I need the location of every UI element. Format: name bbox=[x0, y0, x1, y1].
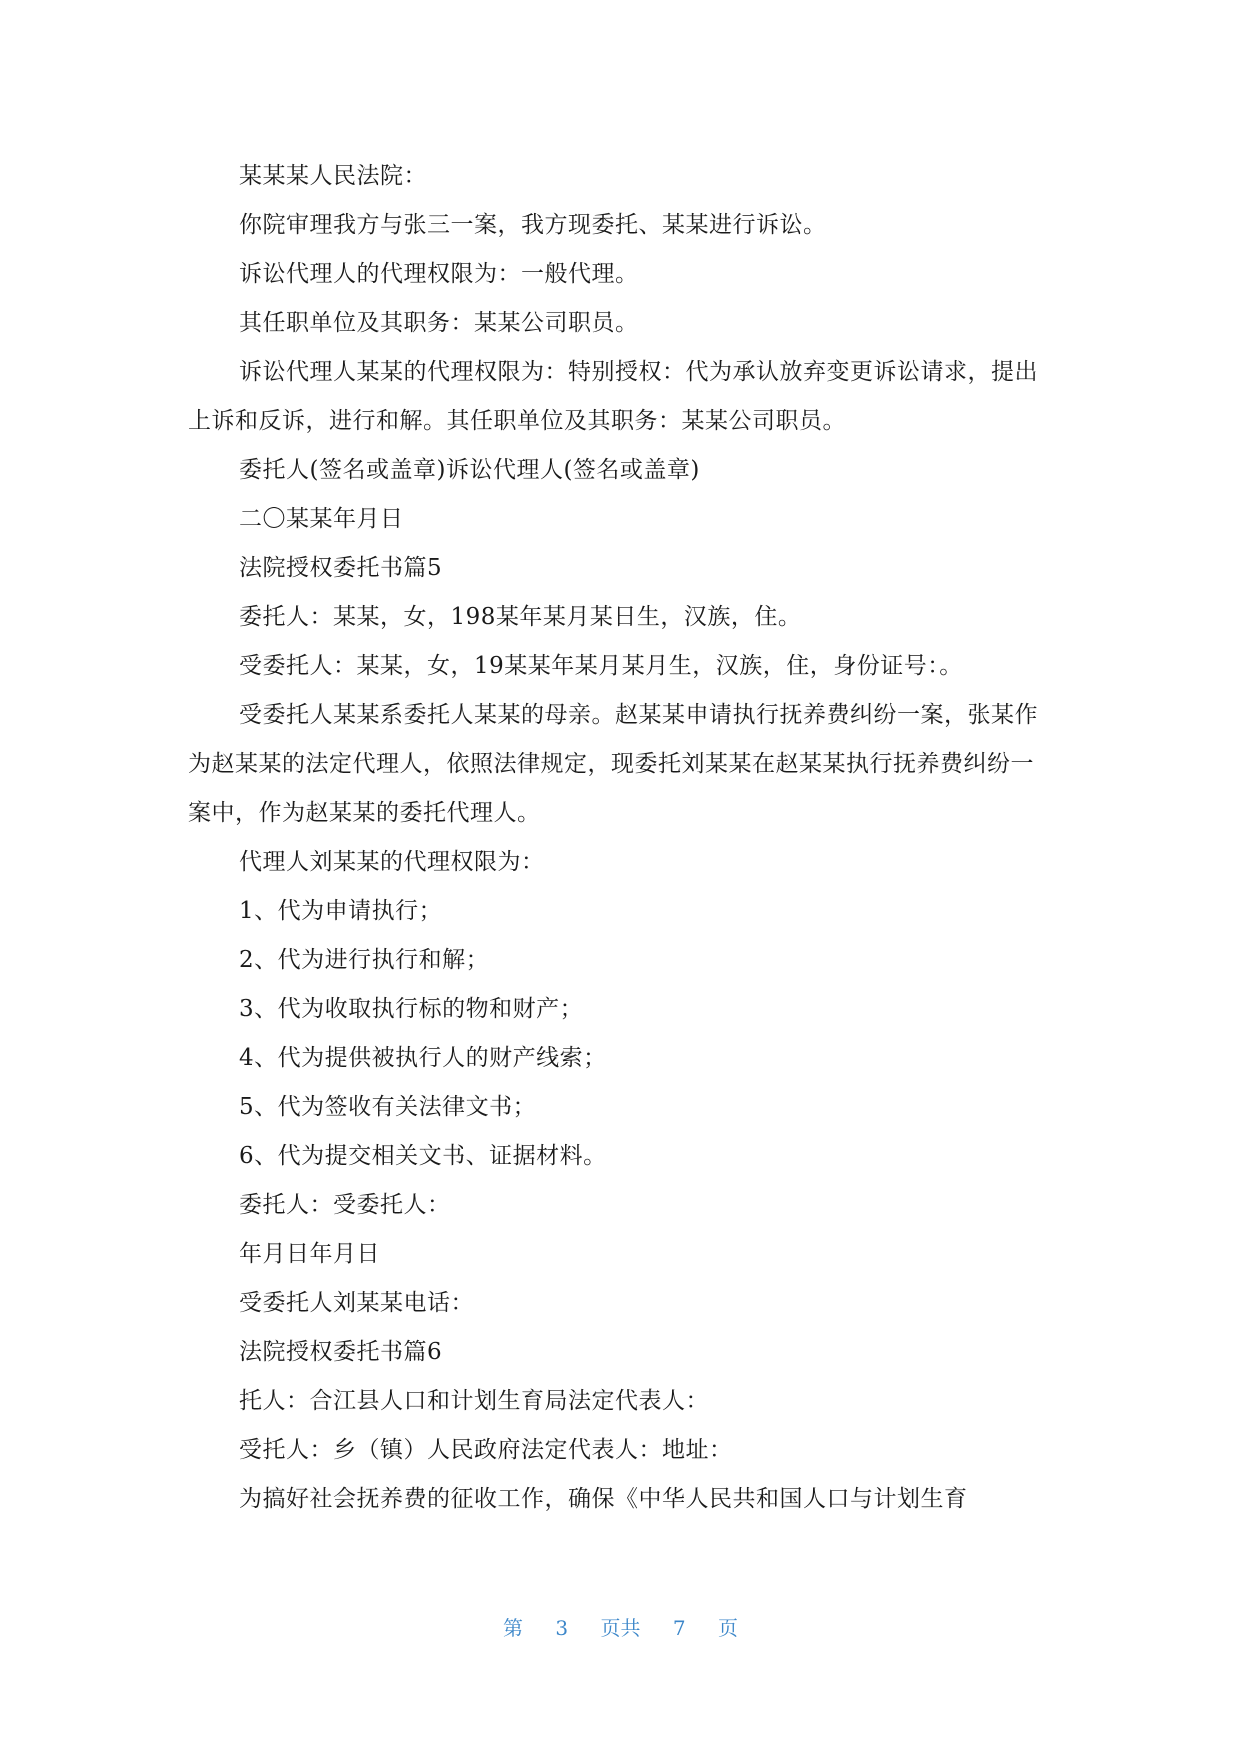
document-body bbox=[188, 152, 1048, 1524]
footer-middle: 页共 bbox=[600, 1616, 641, 1640]
paragraph: 受委托人某某系委托人某某的母亲。赵某某申请执行抚养费纠纷一案，张某作为赵某某的法定代理人，依照法律规定，现委托刘某某在赵某某执行抚养费纠纷一案中，作为赵某某的委托代理人。 bbox=[188, 702, 1038, 826]
current-page-number: 3 bbox=[555, 1616, 569, 1640]
list-item: 6、代为提交相关文书、证据材料。 bbox=[239, 1143, 607, 1169]
paragraph: 受委托人：某某，女，19某某年某月某月生，汉族，住，身份证号：。 bbox=[239, 653, 963, 679]
total-pages-number: 7 bbox=[672, 1616, 686, 1640]
list-item: 5、代为签收有关法律文书； bbox=[239, 1094, 537, 1120]
footer-prefix: 第 bbox=[503, 1616, 524, 1640]
list-item: 1、代为申请执行； bbox=[239, 898, 443, 924]
page-footer bbox=[0, 1612, 1241, 1641]
paragraph: 某某某人民法院： bbox=[239, 163, 427, 189]
paragraph: 为搞好社会抚养费的征收工作，确保《中华人民共和国人口与计划生育 bbox=[239, 1486, 968, 1512]
paragraph: 受托人：乡（镇）人民政府法定代表人：地址： bbox=[239, 1437, 733, 1463]
paragraph: 其任职单位及其职务：某某公司职员。 bbox=[239, 310, 639, 336]
paragraph: 二〇某某年月日 bbox=[239, 506, 404, 532]
paragraph: 托人：合江县人口和计划生育局法定代表人： bbox=[239, 1388, 709, 1414]
paragraph: 委托人：受委托人： bbox=[239, 1192, 451, 1218]
paragraph: 你院审理我方与张三一案，我方现委托、某某进行诉讼。 bbox=[239, 212, 827, 238]
section-heading: 法院授权委托书篇5 bbox=[239, 555, 443, 581]
list-item: 2、代为进行执行和解； bbox=[239, 947, 490, 973]
list-item: 4、代为提供被执行人的财产线索； bbox=[239, 1045, 607, 1071]
list-item: 3、代为收取执行标的物和财产； bbox=[239, 996, 584, 1022]
paragraph: 委托人：某某，女，198某年某月某日生，汉族，住。 bbox=[239, 604, 802, 630]
paragraph: 受委托人刘某某电话： bbox=[239, 1290, 474, 1316]
footer-suffix: 页 bbox=[717, 1616, 738, 1640]
paragraph: 委托人(签名或盖章)诉讼代理人(签名或盖章) bbox=[239, 457, 700, 483]
paragraph: 年月日年月日 bbox=[239, 1241, 380, 1267]
paragraph: 诉讼代理人的代理权限为：一般代理。 bbox=[239, 261, 639, 287]
paragraph: 代理人刘某某的代理权限为： bbox=[239, 849, 545, 875]
paragraph: 诉讼代理人某某的代理权限为：特别授权：代为承认放弃变更诉讼请求，提出上诉和反诉，进行和解。其任职单位及其职务：某某公司职员。 bbox=[188, 359, 1038, 434]
section-heading: 法院授权委托书篇6 bbox=[239, 1339, 443, 1365]
